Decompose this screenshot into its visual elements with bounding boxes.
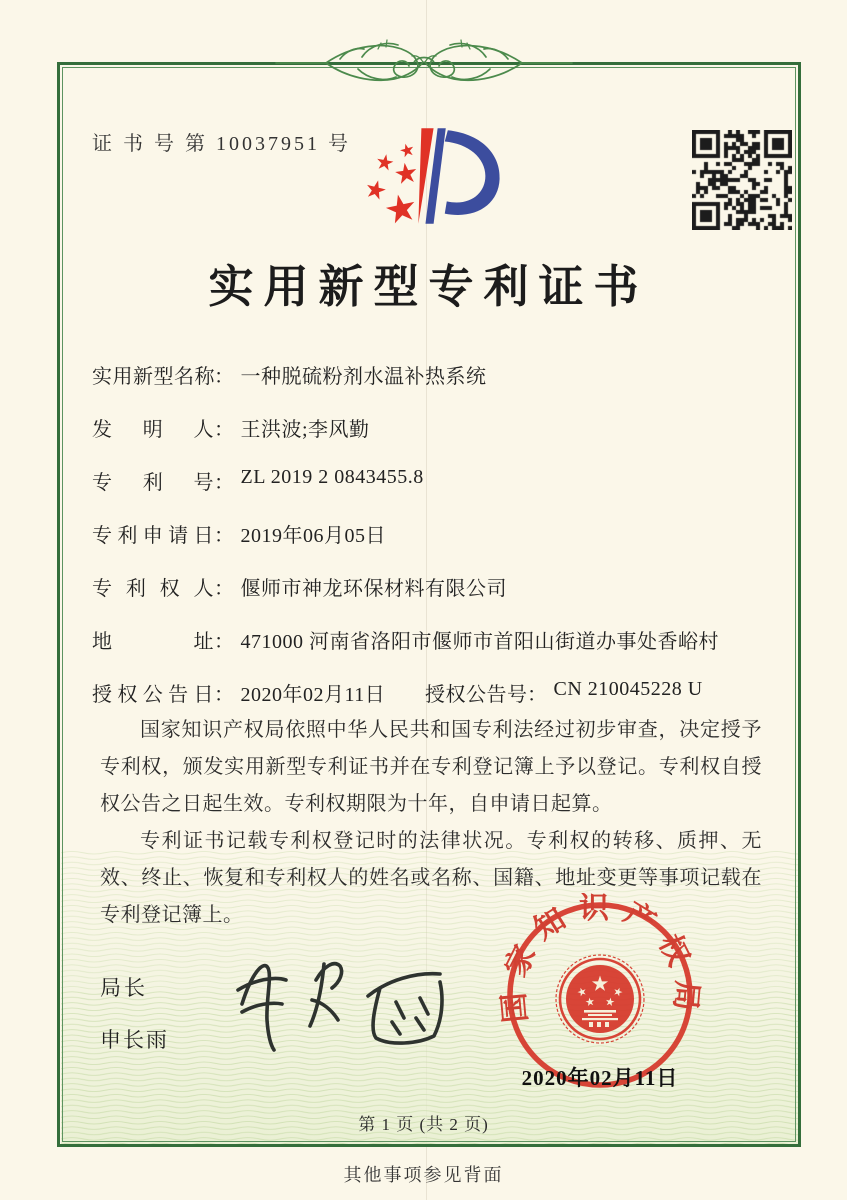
field-grant-row: 授权公告日： 2020年02月11日 授权公告号： CN 210045228 U	[92, 678, 703, 706]
page-number: 第 1 页 (共 2 页)	[358, 1115, 489, 1134]
field-label: 专利申请日	[92, 525, 214, 547]
grant-date-value: 2020年02月11日	[240, 684, 386, 706]
field-grant-number: 授权公告号： CN 210045228 U	[425, 678, 703, 706]
top-border-ornament-icon	[274, 35, 574, 91]
field-label: 实用新型名称	[92, 366, 215, 388]
field-label: 授权公告日	[92, 684, 214, 706]
national-emblem	[556, 955, 644, 1043]
grant-number-value: CN 210045228 U	[553, 678, 703, 700]
back-side-note: 其他事项参见背面	[343, 1165, 504, 1185]
seal-arc-text: 国家知识产权局	[496, 893, 704, 1025]
field-value: 王洪波;李风勤	[240, 419, 370, 441]
field-label: 地址	[92, 631, 214, 653]
field-label: 发明人	[92, 419, 214, 441]
field-utility-model-name: 实用新型名称： 一种脱硫粉剂水温补热系统	[92, 360, 772, 413]
field-application-date: 专利申请日： 2019年06月05日	[92, 519, 772, 572]
certificate-title: 实用新型专利证书	[208, 262, 649, 312]
field-label: 专利权人	[92, 578, 214, 600]
certificate-number: 证 书 号 第 10037951 号	[92, 133, 351, 155]
cnipa-logo-icon	[341, 112, 516, 242]
field-value: 471000 河南省洛阳市偃师市首阳山街道办事处香峪村	[240, 631, 719, 653]
field-label: 专利号	[92, 472, 214, 494]
field-value: 偃师市神龙环保材料有限公司	[240, 578, 507, 600]
field-patentee: 专利权人： 偃师市神龙环保材料有限公司	[92, 572, 772, 625]
field-label: 授权公告号	[425, 684, 528, 706]
field-inventors: 发明人： 王洪波;李风勤	[92, 413, 772, 466]
signer-block	[100, 972, 169, 1054]
handwritten-signature-icon	[212, 942, 462, 1062]
body-paragraph: 国家知识产权局依照中华人民共和国专利法经过初步审查，决定授予专利权，颁发实用新型专利证书并在专利登记簿上予以登记。专利权自授权公告之日起生效。专利权期限为十年，自申请日起算。	[100, 719, 762, 815]
field-value: 一种脱硫粉剂水温补热系统	[240, 366, 487, 388]
field-patent-number: 专利号： ZL 2019 2 0843455.8	[92, 466, 424, 494]
field-value: 2019年06月05日	[240, 525, 386, 547]
seal-date: 2020年02月11日	[521, 1066, 679, 1090]
field-value: ZL 2019 2 0843455.8	[240, 466, 424, 488]
signer-name: 申长雨	[100, 1028, 169, 1052]
field-address: 地址： 471000 河南省洛阳市偃师市首阳山街道办事处香峪村	[92, 625, 772, 678]
body-paragraph: 专利证书记载专利权登记时的法律状况。专利权的转移、质押、无效、终止、恢复和专利权人的姓名或名称、国籍、地址变更等事项记载在专利登记簿上。	[100, 830, 762, 926]
signer-title: 局长	[100, 976, 148, 1000]
certificate-fields	[92, 360, 772, 731]
qr-code	[692, 130, 792, 230]
